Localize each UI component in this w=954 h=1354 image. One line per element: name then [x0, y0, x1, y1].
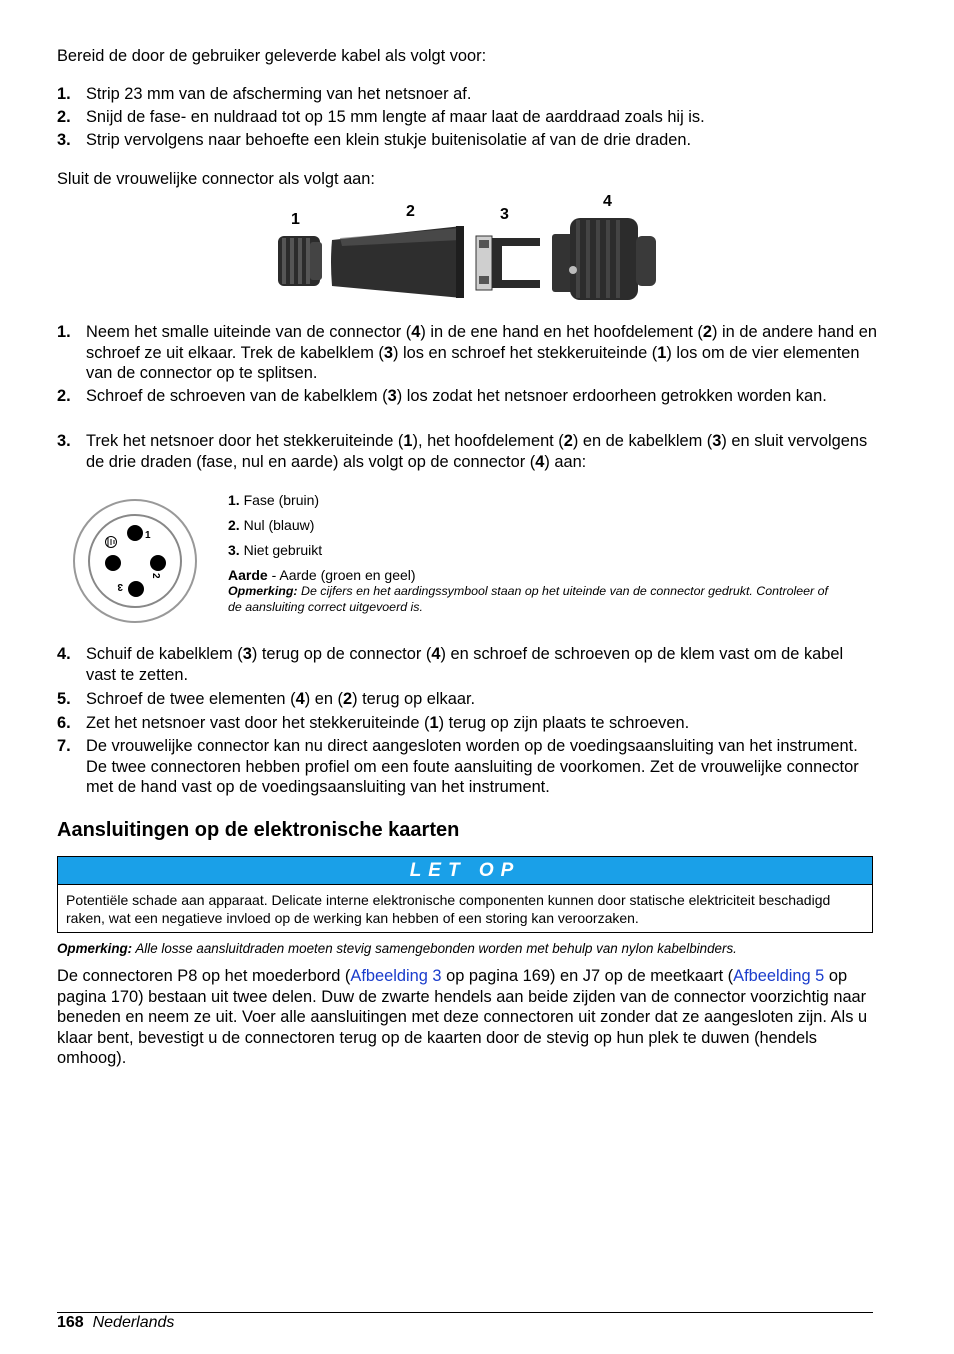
outer-ring	[74, 500, 196, 622]
legend-item: 2. Nul (blauw)	[228, 517, 315, 533]
list-item	[57, 130, 877, 153]
figure-label-1: 1	[291, 211, 300, 228]
earth-symbol-icon	[106, 537, 117, 548]
page-number: 168	[57, 1314, 84, 1331]
footer-divider	[57, 1312, 873, 1313]
step-number: 7.	[57, 737, 71, 755]
pin-legend	[228, 491, 868, 615]
step-text: Neem het smalle uiteinde van de connector (4) in de ene hand en het hoofdelement (2) in de andere hand en schroef ze uit elkaar. Trek de kabelklem (3) los en schroef het stekkeruiteinde (1) los om de vier elementen van de connector op te splitsen.	[86, 323, 877, 382]
step-number: 2.	[57, 108, 71, 126]
section-title: Aansluitingen op de elektronische kaarten	[57, 819, 460, 841]
link-afbeelding-5[interactable]: Afbeelding 5	[733, 967, 825, 985]
footer	[57, 1313, 174, 1333]
list-item	[57, 84, 877, 107]
intro-text: Bereid de door de gebruiker geleverde kabel als volgt voor:	[57, 47, 487, 65]
step-number: 1.	[57, 85, 71, 103]
part-cable-clamp	[476, 236, 540, 290]
list-item	[57, 736, 877, 800]
connect-intro-text: Sluit de vrouwelijke connector als volgt aan:	[57, 170, 375, 188]
step-text: Strip 23 mm van de afscherming van het netsnoer af.	[86, 85, 472, 103]
step-number: 5.	[57, 690, 71, 708]
step-text: Snijd de fase- en nuldraad tot op 15 mm lengte af maar laat de aarddraad zoals hij is.	[86, 108, 705, 126]
list-item	[57, 322, 877, 386]
notice-box	[57, 856, 873, 933]
legend-item: 3. Niet gebruikt	[228, 542, 323, 558]
list-item	[57, 431, 877, 476]
step-number: 1.	[57, 323, 71, 341]
pin-label-1: 1	[145, 530, 151, 541]
pin-label-2: 2	[150, 573, 161, 579]
footer-language: Nederlands	[92, 1314, 175, 1331]
connector-parts-figure	[270, 190, 670, 310]
part-connector-head	[552, 218, 656, 300]
figure-label-4: 4	[603, 193, 612, 210]
list-item	[57, 644, 877, 689]
pin-label-3: 3	[117, 581, 123, 592]
step-number: 4.	[57, 645, 71, 663]
list-item	[57, 689, 877, 713]
pin-2	[150, 555, 166, 571]
legend-note: Opmerking: De cijfers en het aardingssymbool staan op het uiteinde van de connector gedrukt. Controleer of de aansluiting correct uitgevoerd is.	[228, 584, 828, 614]
steps-list-b	[57, 644, 877, 800]
step-number: 3.	[57, 131, 71, 149]
step-text: Schroef de schroeven van de kabelklem (3) los zodat het netsnoer erdoorheen getrokken worden kan.	[86, 387, 827, 405]
notice-heading: LET OP	[58, 857, 872, 885]
notice-body: Potentiële schade aan apparaat. Delicate interne elektronische componenten kunnen door statische elektriciteit beschadigd raken, wat een negatieve invloed op de werking kan hebben of een storing kan veroorzaken.	[66, 892, 831, 926]
figure-label-2: 2	[406, 203, 415, 220]
step-text: Schroef de twee elementen (4) en (2) terug op elkaar.	[86, 690, 476, 708]
pin-1	[127, 525, 143, 541]
step-text: Trek het netsnoer door het stekkeruiteinde (1), het hoofdelement (2) en de kabelklem (3) en sluit vervolgens de drie draden (fase, nul en aarde) als volgt op de connector (4) aan:	[86, 432, 868, 471]
pin-earth	[105, 555, 121, 571]
pin-diagram	[70, 496, 200, 626]
step-number: 6.	[57, 714, 71, 732]
step-number: 2.	[57, 387, 71, 405]
step-text: Strip vervolgens naar behoefte een klein stukje buitenisolatie af van de drie draden.	[86, 131, 692, 149]
link-afbeelding-3[interactable]: Afbeelding 3	[350, 967, 442, 985]
figure-label-3: 3	[500, 206, 509, 223]
final-paragraph: De connectoren P8 op het moederbord (Afbeelding 3 op pagina 169) en J7 op de meetkaart (Afbeelding 5 op pagina 170) bestaan uit twee delen. Duw de zwarte hendels aan beide zijden van de connector voorzichtig naar beneden en neem ze uit. Voer alle aansluitingen met deze connectoren uit zonder dat ze aangesloten zijn. Als u klaar bent, bevestigt u de connectoren terug op de kaarten door de stevig op hun plek te duwen (hendels omhoog).	[57, 967, 868, 1067]
list-item	[57, 386, 877, 431]
step-number: 3.	[57, 432, 71, 450]
steps-list-a	[57, 322, 877, 476]
step-text: Schuif de kabelklem (3) terug op de connector (4) en schroef de schroeven op de klem vast om de kabel vast te zetten.	[86, 645, 844, 684]
part-cable-end	[278, 236, 322, 286]
prep-steps-list	[57, 84, 877, 153]
step-text: De vrouwelijke connector kan nu direct aangesloten worden op de voedingsaansluiting van het instrument. De twee connectoren hebben profiel om een foute aansluiting de voorkomen. Zet de vrouwelijke connector met de hand vast op de voedingsaansluiting van het instrument.	[86, 737, 859, 796]
legend-item: 1. Fase (bruin)	[228, 492, 320, 508]
part-main-body	[331, 226, 464, 298]
list-item	[57, 107, 877, 130]
legend-item: Aarde - Aarde (groen en geel)	[228, 567, 416, 583]
pin-3	[128, 581, 144, 597]
cable-note: Opmerking: Alle losse aansluitdraden moeten stevig samengebonden worden met behulp van nylon kabelbinders.	[57, 941, 737, 956]
step-text: Zet het netsnoer vast door het stekkeruiteinde (1) terug op zijn plaats te schroeven.	[86, 714, 690, 732]
list-item	[57, 713, 877, 736]
